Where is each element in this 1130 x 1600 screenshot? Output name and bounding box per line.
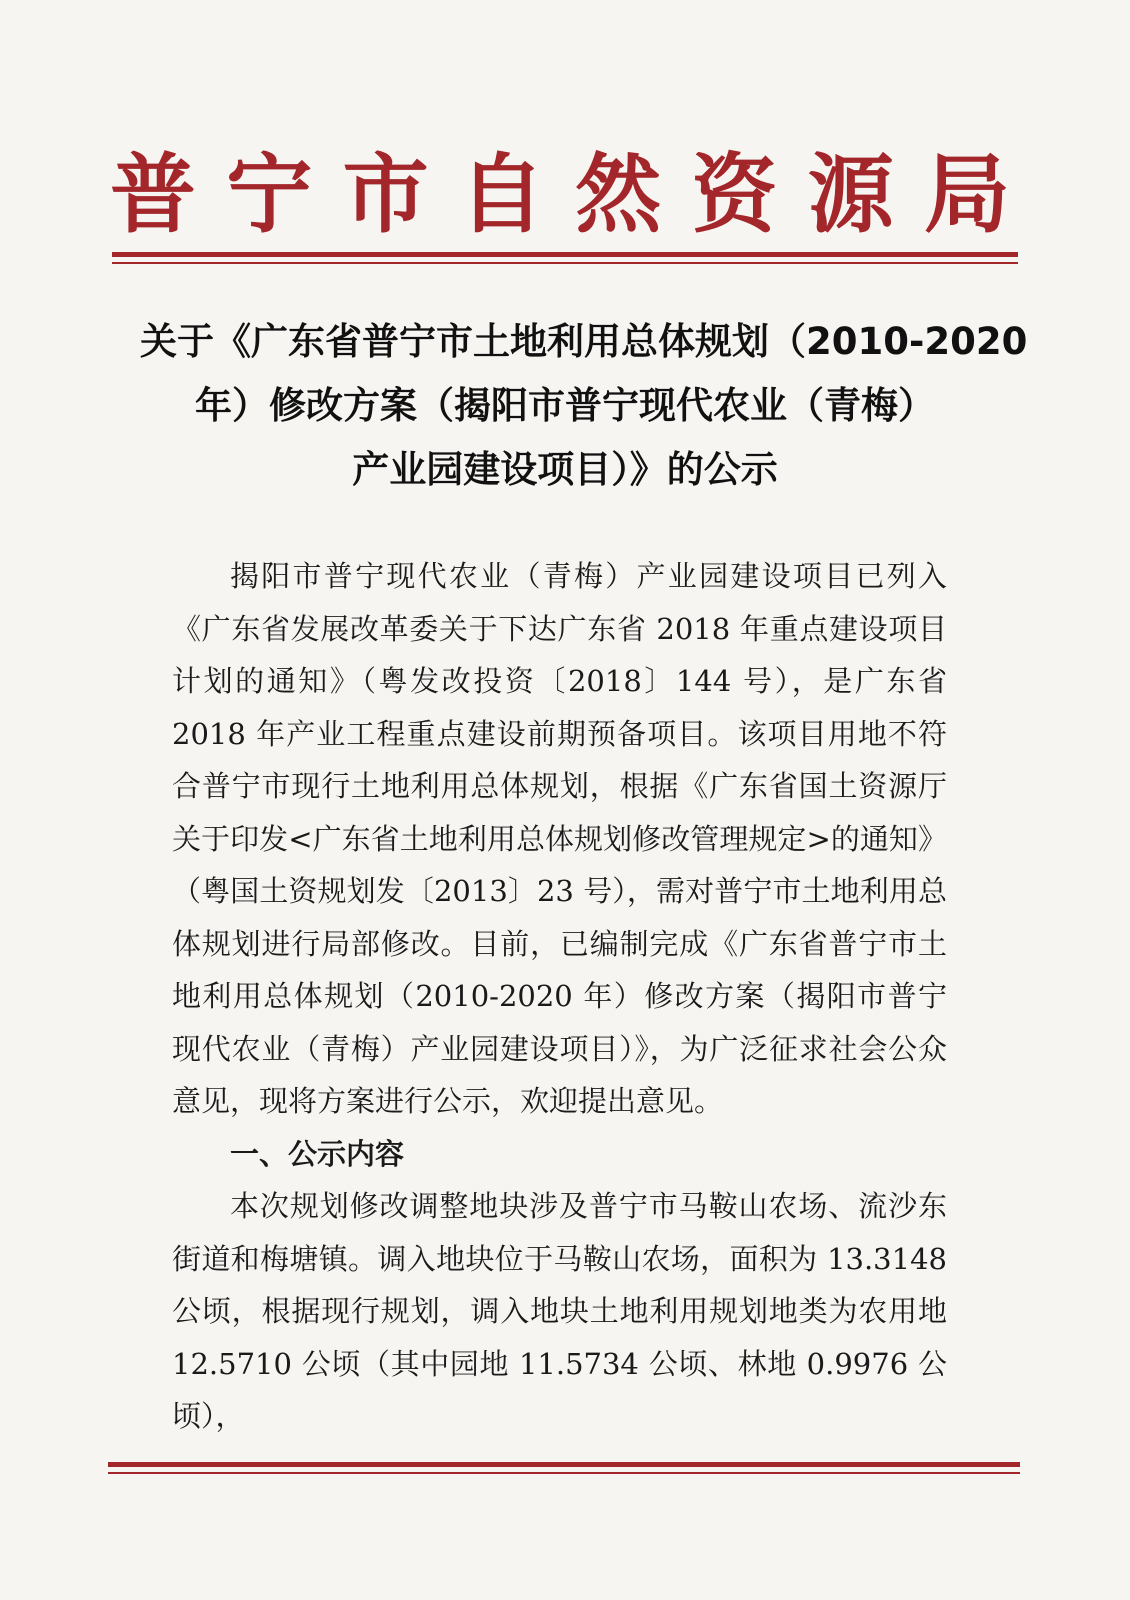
document-body: [172, 550, 947, 1443]
letterhead-char: 局: [923, 144, 1010, 245]
letterhead-char: 普: [110, 144, 196, 245]
title-line-2: 年）修改方案（揭阳市普宁现代农业（青梅）: [195, 384, 935, 427]
footer-divider-thin: [108, 1472, 1020, 1474]
footer-divider-thick: [108, 1462, 1020, 1467]
body-paragraph-1: 揭阳市普宁现代农业（青梅）产业园建设项目已列入《广东省发展改革委关于下达广东省 2018 年重点建设项目计划的通知》（粤发改投资〔2018〕144 号），是广东省 2018 年产业工程重点建设前期预备项目。该项目用地不符合普宁市现行土地利用总体规划，根据《广东省国土资源厅关于印发<广东省土地利用总体规划修改管理规定>的通知》（粤国土资规划发〔2013〕23 号），需对普宁市土地利用总体规划进行局部修改。目前，已编制完成《广东省普宁市土地利用总体规划（2010-2020 年）修改方案（揭阳市普宁现代农业（青梅）产业园建设项目）》，为广泛征求社会公众意见，现将方案进行公示，欢迎提出意见。: [172, 559, 947, 1118]
letterhead-title: [110, 140, 1010, 250]
header-divider-thin: [112, 262, 1018, 264]
section-heading-1: 一、公示内容: [230, 1136, 405, 1171]
title-line-1: 关于《广东省普宁市土地利用总体规划（2010-2020: [140, 320, 1028, 363]
letterhead-char: 宁: [226, 144, 313, 245]
letterhead-char: 源: [807, 144, 894, 245]
letterhead-char: 然: [575, 144, 662, 245]
body-paragraph-2: 本次规划修改调整地块涉及普宁市马鞍山农场、流沙东街道和梅塘镇。调入地块位于马鞍山农场，面积为 13.3148 公顷，根据现行规划，调入地块土地利用规划地类为农用地 12.5710 公顷（其中园地 11.5734 公顷、林地 0.9976 公顷），: [172, 1189, 947, 1433]
title-line-3: 产业园建设项目）》的公示: [352, 448, 778, 491]
letterhead-char: 自: [458, 144, 545, 245]
letterhead-char: 市: [342, 144, 429, 245]
letterhead-char: 资: [691, 144, 778, 245]
header-divider-thick: [112, 252, 1018, 257]
document-title: [140, 310, 1028, 502]
